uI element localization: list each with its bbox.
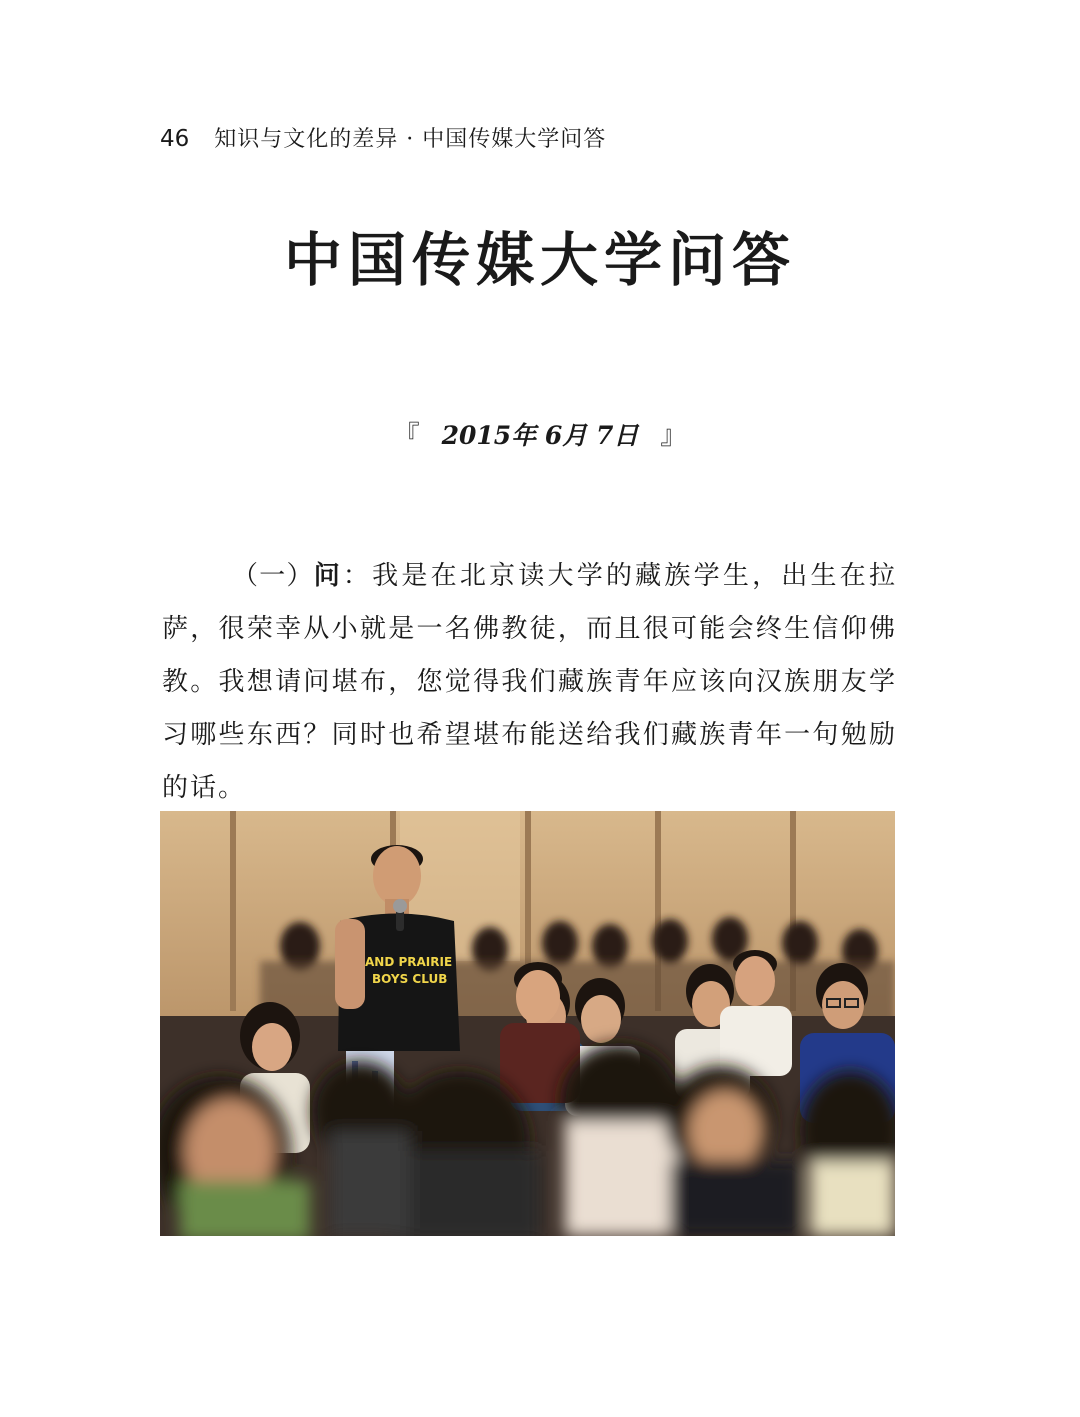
date-text: 2015年 6月 7日 — [441, 421, 639, 450]
audience-photo — [160, 811, 895, 1236]
shirt-text-line1: AND PRAIRIE — [365, 955, 453, 969]
audience-photo-illustration — [160, 811, 895, 1236]
running-title: 知识与文化的差异 · 中国传媒大学问答 — [214, 127, 607, 152]
question-number: （一） — [232, 561, 314, 591]
question-text: 我是在北京读大学的藏族学生，出生在拉萨，很荣幸从小就是一名佛教徒，而且很可能会终生信仰佛教。我想请问堪布，您觉得我们藏族青年应该向汉族朋友学习哪些东西？同时也希望堪布能送给我们藏族青年一句勉励的话。 — [162, 561, 897, 803]
shirt-text-line2: BOYS CLUB — [372, 972, 448, 986]
running-header — [160, 124, 606, 155]
date-open-bracket: 『 — [393, 421, 420, 451]
wall-panel-divider — [230, 811, 236, 1011]
question-paragraph — [162, 550, 897, 815]
question-label: 问 — [313, 561, 343, 591]
date-close-bracket: 』 — [660, 421, 687, 451]
page-number: 46 — [160, 126, 190, 152]
date-line — [0, 418, 1080, 454]
question-colon: ： — [342, 561, 373, 591]
page-title: 中国传媒大学问答 — [283, 226, 796, 294]
